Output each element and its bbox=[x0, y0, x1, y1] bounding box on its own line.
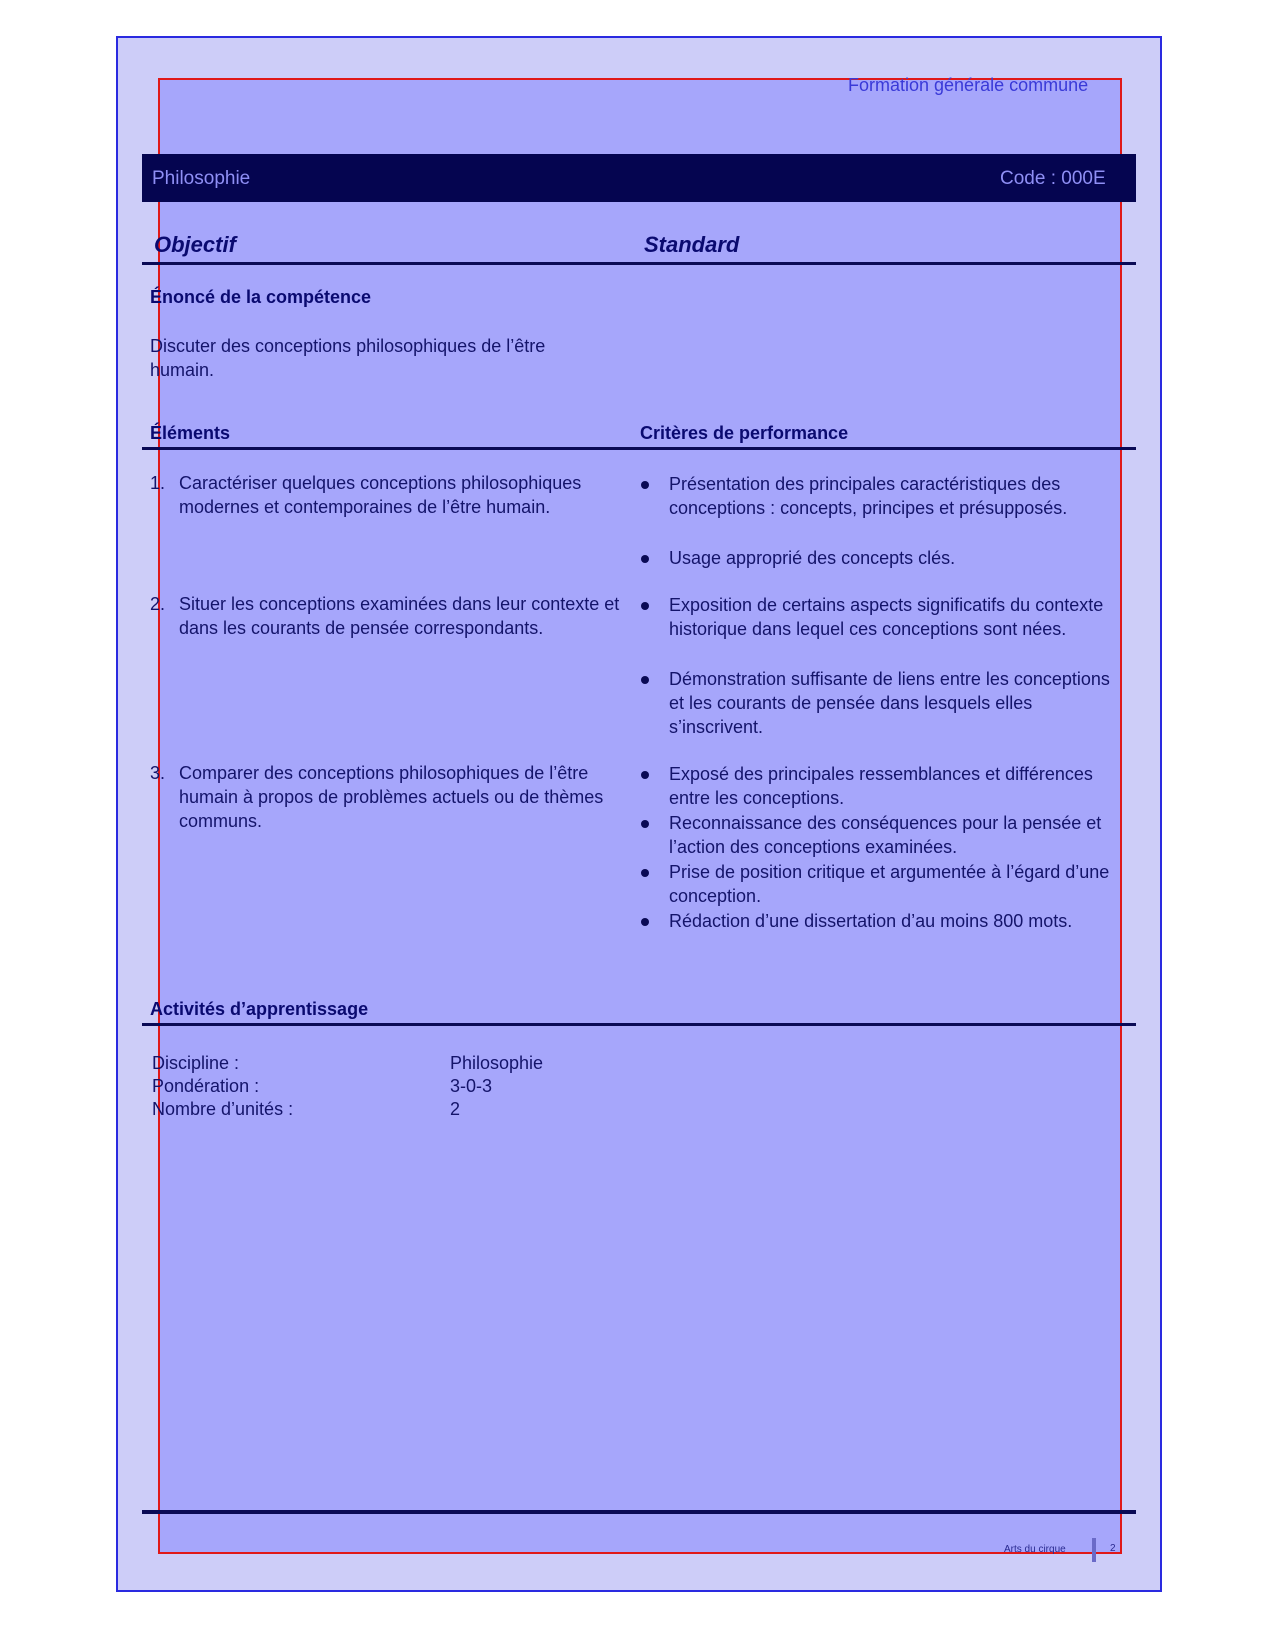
element-number: 2. bbox=[150, 594, 166, 614]
element-text: Situer les conceptions examinées dans leur contexte et dans les courants de pensée correspondants. bbox=[179, 594, 620, 638]
standard-heading: Standard bbox=[644, 232, 740, 257]
header-program: Formation générale commune bbox=[848, 75, 1089, 95]
competence-text: Discuter des conceptions philosophiques de l’être humain. bbox=[150, 336, 546, 380]
discipline-value: Philosophie bbox=[450, 1053, 544, 1073]
bullet-icon bbox=[641, 676, 649, 684]
element-number: 3. bbox=[150, 763, 166, 783]
criterion-text: Présentation des principales caractéristiques des conceptions : concepts, principes et présupposés. bbox=[669, 474, 1068, 518]
title-bar bbox=[142, 154, 1136, 202]
criterion-text: Démonstration suffisante de liens entre les conceptions et les courants de pensée dans lesquels elles s’inscrivent. bbox=[669, 669, 1110, 737]
activities-heading: Activités d’apprentissage bbox=[150, 999, 369, 1019]
units-label: Nombre d’unités : bbox=[152, 1099, 294, 1119]
element-text: Comparer des conceptions philosophiques de l’être humain à propos de problèmes actuels ou de thèmes communs. bbox=[179, 763, 604, 831]
competence-heading: Énoncé de la compétence bbox=[150, 287, 372, 307]
criterion-text: Rédaction d’une dissertation d’au moins 800 mots. bbox=[669, 911, 1073, 931]
bullet-icon bbox=[641, 869, 649, 877]
criterion-text: Prise de position critique et argumentée à l’égard d’une conception. bbox=[669, 862, 1110, 906]
discipline-label: Discipline : bbox=[152, 1053, 240, 1073]
page-title: Philosophie bbox=[152, 168, 251, 189]
bullet-icon bbox=[641, 820, 649, 828]
course-code: Code : 000E bbox=[1000, 168, 1106, 189]
ponderation-label: Pondération : bbox=[152, 1076, 260, 1096]
divider bbox=[142, 447, 1136, 450]
criteria-heading: Critères de performance bbox=[640, 423, 849, 443]
footer-separator bbox=[1092, 1538, 1096, 1562]
units-value: 2 bbox=[450, 1099, 461, 1119]
objectif-heading: Objectif bbox=[154, 232, 236, 257]
footer-divider bbox=[142, 1510, 1136, 1514]
criterion-text: Exposition de certains aspects significatifs du contexte historique dans lequel ces conceptions sont nées. bbox=[669, 595, 1104, 639]
criterion-text: Reconnaissance des conséquences pour la pensée et l’action des conceptions examinées. bbox=[669, 813, 1102, 857]
element-text: Caractériser quelques conceptions philosophiques modernes et contemporaines de l’être humain. bbox=[179, 473, 582, 517]
elements-heading: Éléments bbox=[150, 423, 231, 443]
footer-program: Arts du cirque bbox=[1004, 1544, 1066, 1555]
ponderation-value: 3-0-3 bbox=[450, 1076, 493, 1096]
criterion-text: Exposé des principales ressemblances et différences entre les conceptions. bbox=[669, 764, 1093, 808]
bullet-icon bbox=[641, 555, 649, 563]
bullet-icon bbox=[641, 481, 649, 489]
bullet-icon bbox=[641, 918, 649, 926]
element-number: 1. bbox=[150, 473, 166, 493]
page-number: 2 bbox=[1110, 1543, 1116, 1554]
divider bbox=[142, 262, 1136, 265]
divider bbox=[142, 1023, 1136, 1026]
bullet-icon bbox=[641, 602, 649, 610]
bullet-icon bbox=[641, 771, 649, 779]
criterion-text: Usage approprié des concepts clés. bbox=[669, 548, 956, 568]
